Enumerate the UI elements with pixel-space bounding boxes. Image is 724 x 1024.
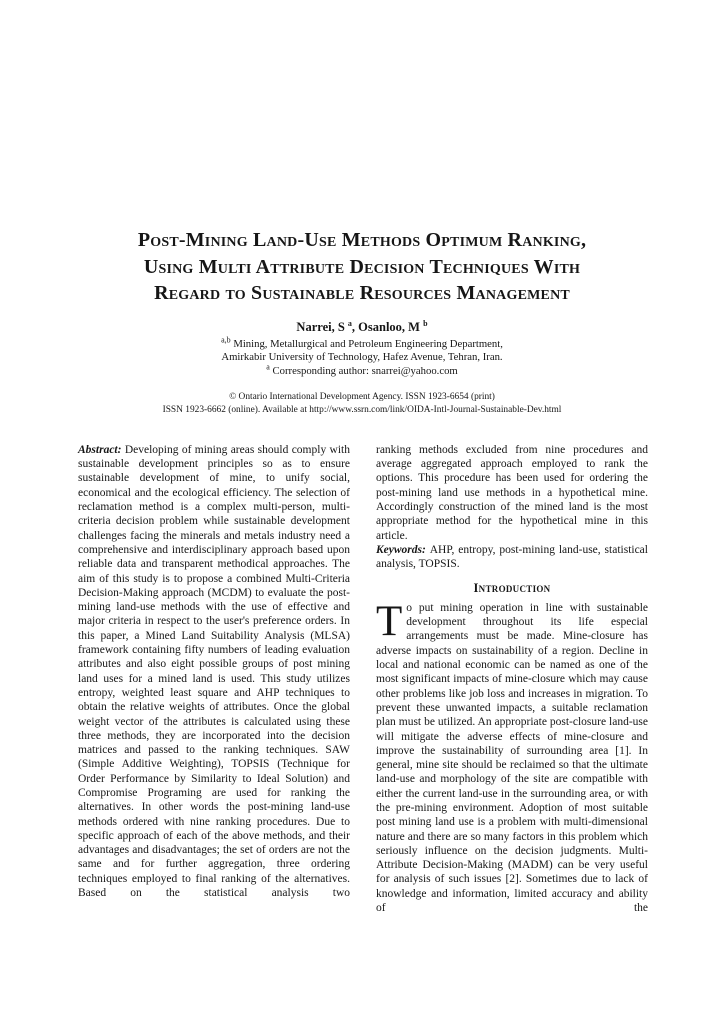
abstract-continuation-paragraph: [376, 443, 648, 543]
title-line-1: Post-Mining Land-Use Methods Optimum Ranking,: [137, 229, 587, 251]
left-column: [78, 443, 350, 916]
dropcap-letter: T: [376, 597, 403, 645]
title-line-2: Using Multi Attribute Decision Techniques With: [143, 255, 581, 278]
page-title: [0, 227, 724, 307]
author-2-superscript: b: [423, 318, 428, 328]
imprint-line-2: ISSN 1923-6662 (online). Available at http://www.ssrn.com/link/OIDA-Intl-Journal-Sustainable-Dev.html: [162, 404, 562, 415]
abstract-text-part2: ranking methods excluded from nine procedures and average aggregated approach employed to rank the options. This procedure has been used for ordering the post-mining land use methods in a hypothetical mine. Accordingly construction of the mined land is the most appropriate method for the hypothetical mine in this article.: [376, 443, 648, 542]
abstract-label: Abstract:: [78, 443, 125, 456]
introduction-text: o put mining operation in line with sustainable development throughout its life especial arrangements must be made. Mine-closure has adverse impacts on sustainability of a region. Decline in local and national economic can be named as one of the most significant impacts of mine-closure which may cause other problems like job loss and increases in migration. To prevent these unwanted impacts, a suitable reclamation plan must be utilized. An appropriate post-closure land-use will mitigate the adverse effects of mine-closure and improve the sustainability of surrounding area [1]. In general, mine site should be reclaimed so that the ultimate land-use and morphology of the site are compatible with either the current land-use in the surrounding area, or with the pre-mining environment. Adoption of most suitable post mining land use is a problem with multi-dimensional nature and there are so many factors in this problem which seriously influence on the decision judgments. Multi-Attribute Decision-Making (MADM) can be very useful for analysis of such issues [2]. Sometimes due to lack of knowledge and information, limited accuracy and ability of the: [376, 601, 648, 915]
keywords-text: AHP, entropy, post-mining land-use, statistical analysis, TOPSIS.: [376, 543, 648, 571]
right-column: [376, 443, 648, 916]
abstract-text-part1: Developing of mining areas should comply with sustainable development principles so as to ensure sustainable development of mine, to unify social, economical and the ecological efficiency. The selection of reclamation method is a complex multi-person, multi-criteria decision problem while sustainable development challenges facing the minerals and metals industry need a comprehensive and interdisciplinary approach based upon reliable data and transparent methodical approaches. The aim of this study is to propose a combined Multi-Criteria Decision-Making approach (MCDM) to evaluate the post-mining land-use methods with the use of effective and major criteria in respect to the user's preference orders. In this paper, a Mined Land Suitability Analysis (MLSA) framework containing fifty numbers of leading evaluation attributes and also eight possible groups of post mining land uses for a mined land is used. This study utilizes entropy, weighted least square and AHP techniques to obtain the relative weights of attributes. Once the global weight vector of the attributes is calculated using these three methods, they are incorporated into the decision matrices and passed to the ranking techniques. SAW (Simple Additive Weighting), TOPSIS (Technique for Order Performance by Similarity to Ideal Solution) and Compromise Programing are used for ranking the alternatives. In other words the post-mining land-use methods ordered with nine ranking procedures. Due to specific approach of each of the above methods, and their advantages and disadvantages; the set of orders are not the same and for further aggregation, three ordering techniques employed to final ranking of the alternatives. Based on the statistical analysis two: [78, 443, 351, 900]
introduction-heading: Introduction: [473, 580, 551, 595]
author-1: Narrei, S: [296, 319, 348, 334]
author-2: Osanloo, M: [358, 319, 424, 334]
keywords-paragraph: [376, 543, 648, 572]
corresponding-author-line: [0, 362, 724, 379]
author-1-superscript: a: [347, 318, 352, 328]
affiliation-department: Mining, Metallurgical and Petroleum Engineering Department,: [230, 337, 503, 350]
author-line: [0, 320, 724, 335]
paper-header: [0, 0, 724, 416]
corresponding-author-text: Corresponding author: snarrei@yahoo.com: [269, 364, 458, 377]
title-line-3: Regard to Sustainable Resources Management: [154, 282, 570, 304]
author-separator: ,: [351, 319, 359, 334]
keywords-label: Keywords:: [376, 543, 430, 556]
journal-imprint: [0, 391, 724, 416]
imprint-line-1: © Ontario International Development Agency. ISSN 1923-6654 (print): [229, 392, 495, 403]
affiliation-line-2: Amirkabir University of Technology, Hafez Avenue, Tehran, Iran.: [221, 351, 503, 364]
affiliation-line-1: [0, 334, 724, 352]
affiliation-superscript: a,b: [221, 334, 231, 344]
affiliation-block: [0, 334, 724, 379]
two-column-body: [0, 443, 724, 916]
corresponding-superscript: a: [266, 362, 270, 372]
introduction-paragraph: [376, 597, 648, 916]
abstract-paragraph: [78, 443, 350, 901]
